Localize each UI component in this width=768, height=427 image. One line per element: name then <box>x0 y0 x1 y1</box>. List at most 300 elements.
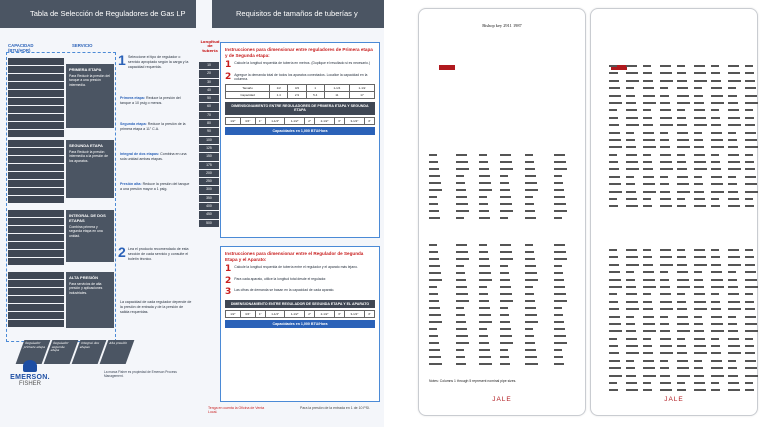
block2-step: 2 Para cada aparato, utilice la longitud total desde el regulador. <box>225 275 327 286</box>
grid-mark <box>626 375 636 377</box>
grid-mark <box>694 271 702 273</box>
capacity-label: CAPACIDAD (BTU/HOR) <box>8 43 34 53</box>
grid-mark <box>745 154 753 156</box>
grid-mark <box>609 65 617 67</box>
grid-mark <box>554 210 567 212</box>
grid-mark <box>500 168 513 170</box>
grid-mark <box>456 251 468 253</box>
grid-mark <box>500 335 512 337</box>
grid-mark <box>609 72 618 74</box>
block1-size-table: 1/2" 3/4" 1" 1-1/4" 1-1/2" 2" 2-1/2" 3" 3-1/2" 4" <box>225 117 375 125</box>
grid-mark <box>609 183 621 185</box>
grid-mark <box>728 124 741 126</box>
grid-mark <box>525 363 538 365</box>
capacity-bar <box>8 196 64 203</box>
grid-mark <box>728 87 736 89</box>
grid-mark <box>643 161 652 163</box>
service-text: Para Reducir la presión intermedia a la presión de los aparatos. <box>69 150 109 163</box>
grid-mark <box>745 301 754 303</box>
service-text: Para servicios de alta presión y aplicaciones industriales. <box>69 282 103 295</box>
grid-mark <box>429 321 442 323</box>
grid-mark <box>429 272 441 274</box>
grid-mark <box>745 338 753 340</box>
grid-mark <box>609 330 622 332</box>
table-cell: Capacidad <box>226 92 270 99</box>
emerson-logo-mark <box>23 360 37 372</box>
grid-mark <box>745 124 755 126</box>
grid-mark <box>479 279 492 281</box>
grid-mark <box>660 360 668 362</box>
grid-mark <box>456 161 468 163</box>
grid-mark <box>429 342 439 344</box>
grid-mark <box>479 286 487 288</box>
grid-mark <box>728 80 741 82</box>
capacity-bar <box>8 296 64 303</box>
grid-mark <box>456 335 468 337</box>
grid-mark <box>626 293 637 295</box>
grid-mark <box>728 264 741 266</box>
grid-mark <box>660 367 669 369</box>
emerson-logo <box>8 360 52 390</box>
bullet-primera <box>120 96 192 106</box>
bullet-text: Combina en una sola unidad ambas etapas. <box>120 152 187 161</box>
service-text: Combina primera y segunda etapa en una unidad. <box>69 225 103 238</box>
grid-mark <box>643 367 655 369</box>
grid-mark <box>554 175 562 177</box>
table-cell: 1 <box>306 85 324 92</box>
grid-mark <box>643 264 653 266</box>
grid-mark <box>479 175 490 177</box>
sheet-brand: JALE <box>664 396 684 403</box>
grid-mark <box>500 182 509 184</box>
grid-mark <box>479 293 488 295</box>
length-cell: 10 <box>199 62 219 69</box>
grid-mark <box>429 307 440 309</box>
diagonal-label: Regulador segunda etapa <box>44 340 79 364</box>
grid-mark <box>643 168 653 170</box>
grid-mark <box>429 251 438 253</box>
grid-mark <box>609 352 619 354</box>
grid-mark <box>429 286 437 288</box>
grid-mark <box>711 264 721 266</box>
grid-mark <box>554 244 565 246</box>
grid-mark <box>711 161 720 163</box>
length-cell: 400 <box>199 203 219 210</box>
grid-mark <box>429 175 440 177</box>
grid-mark <box>711 316 722 318</box>
grid-mark <box>677 132 688 134</box>
grid-mark <box>429 314 441 316</box>
grid-mark <box>677 87 688 89</box>
grid-mark <box>429 196 437 198</box>
grid-mark <box>456 314 465 316</box>
grid-mark <box>479 363 492 365</box>
grid-mark <box>609 375 622 377</box>
capacity-bar <box>8 312 64 319</box>
grid-mark <box>711 124 721 126</box>
grid-mark <box>694 256 706 258</box>
grid-mark <box>554 286 565 288</box>
block2-band: DIMENSIONAMIENTO ENTRE REGULADOR DE SEGUNDA ETAPA Y EL APARATO <box>225 300 375 308</box>
grid-mark <box>745 308 755 310</box>
grid-mark <box>694 102 704 104</box>
grid-mark <box>677 161 686 163</box>
grid-mark <box>609 249 617 251</box>
grid-mark <box>745 249 753 251</box>
grid-mark <box>525 217 536 219</box>
length-cell: 40 <box>199 87 219 94</box>
grid-mark <box>711 139 723 141</box>
grid-mark <box>711 301 720 303</box>
grid-mark <box>500 321 510 323</box>
grid-mark <box>694 352 707 354</box>
grid-mark <box>745 316 756 318</box>
grid-mark <box>660 389 672 391</box>
capacity-bar <box>8 140 64 147</box>
grid-mark <box>694 301 706 303</box>
grid-mark <box>456 154 467 156</box>
grid-mark <box>525 328 533 330</box>
grid-mark <box>500 161 512 163</box>
grid-mark <box>554 300 567 302</box>
capacity-bar <box>8 74 64 81</box>
grid-mark <box>626 72 638 74</box>
grid-mark <box>660 87 668 89</box>
grid-mark <box>677 95 689 97</box>
grid-mark <box>711 286 724 288</box>
grid-mark <box>694 316 702 318</box>
grid-mark <box>500 265 508 267</box>
grid-mark <box>728 109 739 111</box>
grid-mark <box>643 286 656 288</box>
grid-mark <box>626 117 638 119</box>
length-cell: 175 <box>199 162 219 169</box>
grid-mark <box>479 335 488 337</box>
grid-mark <box>660 279 669 281</box>
grid-mark <box>609 367 621 369</box>
grid-mark <box>429 265 440 267</box>
grid-mark <box>711 389 720 391</box>
grid-mark <box>660 345 672 347</box>
capacity-bar <box>8 130 64 137</box>
capacity-bar <box>8 242 64 249</box>
grid-mark <box>694 161 706 163</box>
grid-mark <box>711 168 721 170</box>
grid-mark <box>429 189 442 191</box>
grid-mark <box>643 316 654 318</box>
block1-table <box>225 84 375 99</box>
grid-mark <box>728 308 741 310</box>
grid-mark <box>609 338 617 340</box>
capacity-bar <box>8 180 64 187</box>
length-cell: 60 <box>199 103 219 110</box>
grid-mark <box>660 198 671 200</box>
grid-mark <box>694 264 707 266</box>
grid-mark <box>554 272 563 274</box>
grid-mark <box>525 314 537 316</box>
grid-mark <box>728 117 740 119</box>
grid-mark <box>677 367 689 369</box>
grid-mark <box>609 102 622 104</box>
grid-mark <box>456 300 469 302</box>
grid-mark <box>643 109 651 111</box>
bullet-head: Primera etapa: <box>120 96 145 100</box>
grid-mark <box>728 382 739 384</box>
grid-mark <box>456 258 469 260</box>
grid-mark <box>660 72 672 74</box>
capacity-bar <box>8 82 64 89</box>
grid-mark <box>479 161 488 163</box>
grid-mark <box>643 124 653 126</box>
grid-mark <box>711 256 720 258</box>
grid-mark <box>711 146 724 148</box>
grid-mark <box>609 389 618 391</box>
grid-mark <box>728 198 739 200</box>
grid-mark <box>456 293 468 295</box>
grid-mark <box>525 196 533 198</box>
grid-mark <box>479 272 491 274</box>
grid-mark <box>711 154 719 156</box>
grid-mark <box>694 382 705 384</box>
block1-capacity-band: Capacidades en 1,000 BTU/Hora <box>225 127 375 135</box>
grid-mark <box>456 286 467 288</box>
grid-mark <box>429 293 438 295</box>
grid-mark <box>609 95 621 97</box>
grid-mark <box>728 316 736 318</box>
grid-mark <box>626 161 638 163</box>
grid-mark <box>694 191 704 193</box>
length-cell: 20 <box>199 70 219 77</box>
grid-mark <box>660 154 671 156</box>
grid-mark <box>456 342 469 344</box>
grid-mark <box>694 279 703 281</box>
grid-mark <box>643 389 652 391</box>
grid-mark <box>728 183 737 185</box>
grid-mark <box>626 360 634 362</box>
grid-mark <box>456 210 469 212</box>
grid-mark <box>479 328 487 330</box>
instructions-block-2 <box>220 246 380 402</box>
grid-mark <box>479 203 488 205</box>
grid-mark <box>500 307 508 309</box>
grid-mark <box>745 360 756 362</box>
grid-mark <box>745 65 753 67</box>
grid-mark <box>694 117 706 119</box>
grid-mark <box>728 367 737 369</box>
table-cell: 1.4 <box>270 92 288 99</box>
grid-mark <box>745 330 758 332</box>
grid-mark <box>677 279 689 281</box>
left-header: Tabla de Selección de Reguladores de Gas LP <box>0 0 196 28</box>
grid-mark <box>677 109 685 111</box>
grid-mark <box>643 323 655 325</box>
grid-mark <box>728 146 738 148</box>
grid-mark <box>479 356 491 358</box>
grid-mark <box>677 330 690 332</box>
grid-mark <box>626 367 635 369</box>
grid-mark <box>479 265 490 267</box>
capacity-bar <box>8 304 64 311</box>
grid-mark <box>456 182 465 184</box>
length-cell: 125 <box>199 145 219 152</box>
grid-mark <box>626 249 637 251</box>
grid-mark <box>554 307 562 309</box>
grid-mark <box>609 124 619 126</box>
grid-mark <box>694 198 705 200</box>
logo-sub: FISHER <box>18 381 41 387</box>
capacity-bar <box>8 210 64 217</box>
grid-mark <box>554 328 565 330</box>
grid-mark <box>694 154 705 156</box>
capacity-bar <box>8 250 64 257</box>
length-cell: 200 <box>199 170 219 177</box>
length-cell: 300 <box>199 186 219 193</box>
grid-mark <box>643 154 651 156</box>
grid-mark <box>609 132 620 134</box>
grid-mark <box>694 146 704 148</box>
grid-mark <box>677 249 685 251</box>
bullet-text: Reduce la presión de la primera etapa a 11" C.A. <box>120 122 186 131</box>
grid-mark <box>609 161 618 163</box>
grid-mark <box>609 301 618 303</box>
grid-mark <box>728 72 740 74</box>
grid-mark <box>554 363 564 365</box>
grid-mark <box>677 382 685 384</box>
grid-mark <box>677 375 690 377</box>
grid-mark <box>456 363 466 365</box>
grid-mark <box>626 256 638 258</box>
grid-mark <box>745 176 756 178</box>
table-cell: 2.9 <box>288 92 306 99</box>
grid-mark <box>626 80 639 82</box>
grid-mark <box>711 293 719 295</box>
grid-mark <box>660 316 668 318</box>
bullet-alta <box>120 182 192 192</box>
grid-mark <box>677 154 685 156</box>
grid-mark <box>479 349 490 351</box>
grid-mark <box>711 330 724 332</box>
service-title: SEGUNDA ETAPA <box>69 143 103 148</box>
grid-mark <box>609 154 617 156</box>
grid-mark <box>500 258 513 260</box>
grid-mark <box>745 323 757 325</box>
grid-mark <box>745 168 755 170</box>
grid-mark <box>643 345 652 347</box>
grid-mark <box>711 338 719 340</box>
grid-mark <box>456 244 467 246</box>
grid-mark <box>554 349 562 351</box>
grid-mark <box>525 189 538 191</box>
grid-mark <box>626 330 636 332</box>
grid-mark <box>711 109 719 111</box>
grid-mark <box>456 217 464 219</box>
capacity-bar <box>8 114 64 121</box>
capacity-bar <box>8 320 64 327</box>
grid-mark <box>626 198 637 200</box>
grid-mark <box>711 271 722 273</box>
grid-mark <box>626 65 637 67</box>
length-column-label: Longitud de tubería <box>200 39 220 53</box>
grid-mark <box>609 323 621 325</box>
grid-mark <box>643 87 654 89</box>
grid-mark <box>609 293 617 295</box>
capacity-bar <box>8 258 64 265</box>
service-text: Para Reducir la presión del tanque a una presión intermedia. <box>69 74 110 87</box>
grid-mark <box>728 323 737 325</box>
grid-mark <box>456 189 466 191</box>
grid-mark <box>745 367 757 369</box>
grid-mark <box>660 264 673 266</box>
grid-mark <box>429 258 439 260</box>
grid-mark <box>728 360 736 362</box>
spec-table-b <box>429 244 584 365</box>
grid-mark <box>429 363 442 365</box>
grid-mark <box>626 95 635 97</box>
grid-mark <box>500 203 512 205</box>
block2-title: Instrucciones para dimensionar entre el Regulador de Segunda Etapa y el Aparato: <box>225 251 364 262</box>
capacity-bars-1 <box>8 58 64 138</box>
grid-mark <box>609 198 617 200</box>
grid-mark <box>525 168 535 170</box>
grid-mark <box>728 345 740 347</box>
grid-mark <box>525 244 533 246</box>
grid-mark <box>626 264 639 266</box>
grid-mark <box>711 117 720 119</box>
grid-mark <box>711 198 719 200</box>
grid-mark <box>745 146 758 148</box>
bullet-head: Segunda etapa: <box>120 122 147 126</box>
grid-mark <box>626 316 634 318</box>
grid-mark <box>643 198 651 200</box>
grid-mark <box>677 293 685 295</box>
grid-mark <box>626 338 637 340</box>
grid-mark <box>429 335 438 337</box>
grid-mark <box>711 95 723 97</box>
grid-mark <box>660 323 669 325</box>
grid-mark <box>694 308 707 310</box>
grid-mark <box>711 132 722 134</box>
grid-mark <box>429 161 438 163</box>
logo-name: EMERSON. <box>10 374 50 381</box>
grid-mark <box>554 293 566 295</box>
grid-mark <box>626 382 637 384</box>
service-title: ALTA PRESIÓN <box>69 275 99 280</box>
grid-mark <box>609 191 622 193</box>
grid-mark <box>711 176 722 178</box>
grid-mark <box>643 249 651 251</box>
grid-mark <box>643 176 654 178</box>
grid-mark <box>609 264 619 266</box>
grid-mark <box>525 272 537 274</box>
grid-mark <box>694 132 702 134</box>
grid-mark <box>554 154 565 156</box>
block1-step-text: Calcule la longitud requerida de tubería en metros. (Duplique el resultado si es necesario.) <box>234 61 370 65</box>
grid-mark <box>728 330 738 332</box>
grid-mark <box>643 308 653 310</box>
grid-mark <box>643 375 656 377</box>
service-title: INTEGRAL DE DOS ETAPAS <box>69 213 106 223</box>
grid-mark <box>745 191 758 193</box>
grid-mark <box>694 389 706 391</box>
grid-mark <box>626 389 638 391</box>
grid-mark <box>626 191 636 193</box>
bullet-text: Reduce la presión del tanque a 10 psig o menos. <box>120 96 181 105</box>
grid-mark <box>643 117 652 119</box>
grid-mark <box>660 161 672 163</box>
grid-mark <box>660 308 673 310</box>
grid-mark <box>626 87 634 89</box>
bullet-integral <box>120 152 192 162</box>
